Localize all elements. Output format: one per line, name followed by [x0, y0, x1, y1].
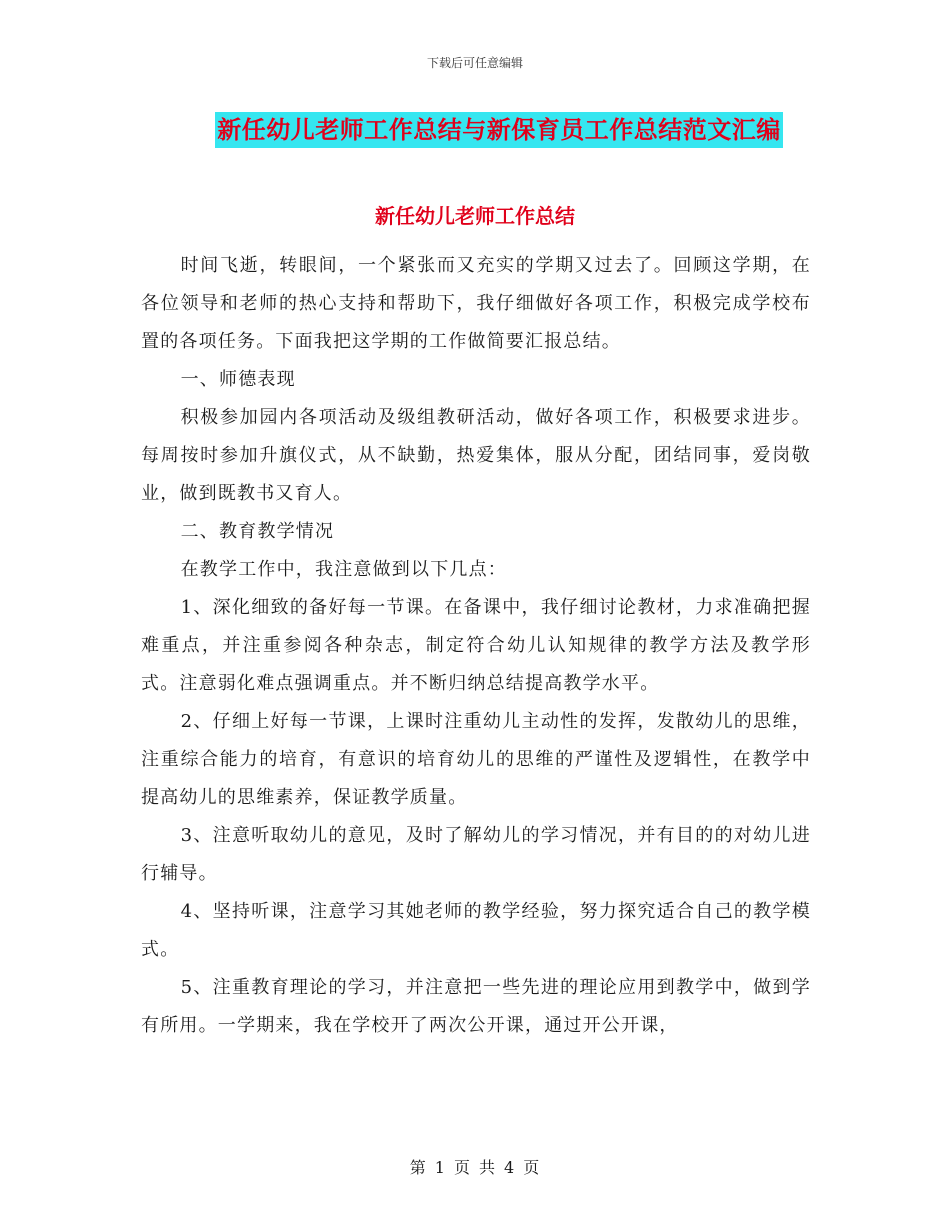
heading-teaching: 二、教育教学情况 [180, 521, 335, 542]
header-note: 下载后可任意编辑 [426, 56, 523, 70]
paragraph-teaching-intro: 在教学工作中，我注意做到以下几点： [180, 559, 507, 580]
paragraph-point-2: 2、仔细上好每一节课，上课时注重幼儿主动性的发挥，发散幼儿的思维，注重综合能力的培育，有意识的培育幼儿的思维的严谨性及逻辑性，在教学中提高幼儿的思维素养，保证教学质量。 [141, 711, 811, 808]
paragraph-ethics: 积极参加园内各项活动及级组教研活动，做好各项工作，积极要求进步。每周按时参加升旗仪式，从不缺勤，热爱集体，服从分配，团结同事，爱岗敬业，做到既教书又育人。 [141, 407, 811, 504]
page-footer [0, 1155, 950, 1178]
section-title: 新任幼儿老师工作总结 [375, 204, 575, 228]
heading-ethics: 一、师德表现 [180, 369, 296, 390]
paragraph-intro: 时间飞逝，转眼间，一个紧张而又充实的学期又过去了。回顾这学期，在各位领导和老师的热心支持和帮助下，我仔细做好各项工作，积极完成学校布置的各项任务。下面我把这学期的工作做简要汇报总结。 [141, 255, 811, 352]
footer-gong: 共 [479, 1158, 497, 1177]
footer-ye: 页 [453, 1158, 471, 1177]
document-body [141, 247, 811, 1045]
footer-ye2: 页 [523, 1158, 541, 1177]
paragraph-point-5: 5、注重教育理论的学习，并注意把一些先进的理论应用到教学中，做到学有所用。一学期来，我在学校开了两次公开课，通过开公开课， [141, 977, 811, 1036]
footer-page-number: 1 [434, 1158, 446, 1177]
paragraph-point-1: 1、深化细致的备好每一节课。在备课中，我仔细讨论教材，力求准确把握难重点，并注重参阅各种杂志，制定符合幼儿认知规律的教学方法及教学形式。注意弱化难点强调重点。并不断归纳总结提高教学水平。 [141, 597, 811, 694]
paragraph-point-4: 4、坚持听课，注意学习其她老师的教学经验，努力探究适合自己的教学模式。 [141, 901, 811, 960]
main-title: 新任幼儿老师工作总结与新保育员工作总结范文汇编 [215, 112, 783, 148]
footer-total-pages: 4 [504, 1158, 516, 1177]
footer-di: 第 [409, 1158, 427, 1177]
main-title-wrap [0, 112, 950, 148]
paragraph-point-3: 3、注意听取幼儿的意见，及时了解幼儿的学习情况，并有目的的对幼儿进行辅导。 [141, 825, 811, 884]
